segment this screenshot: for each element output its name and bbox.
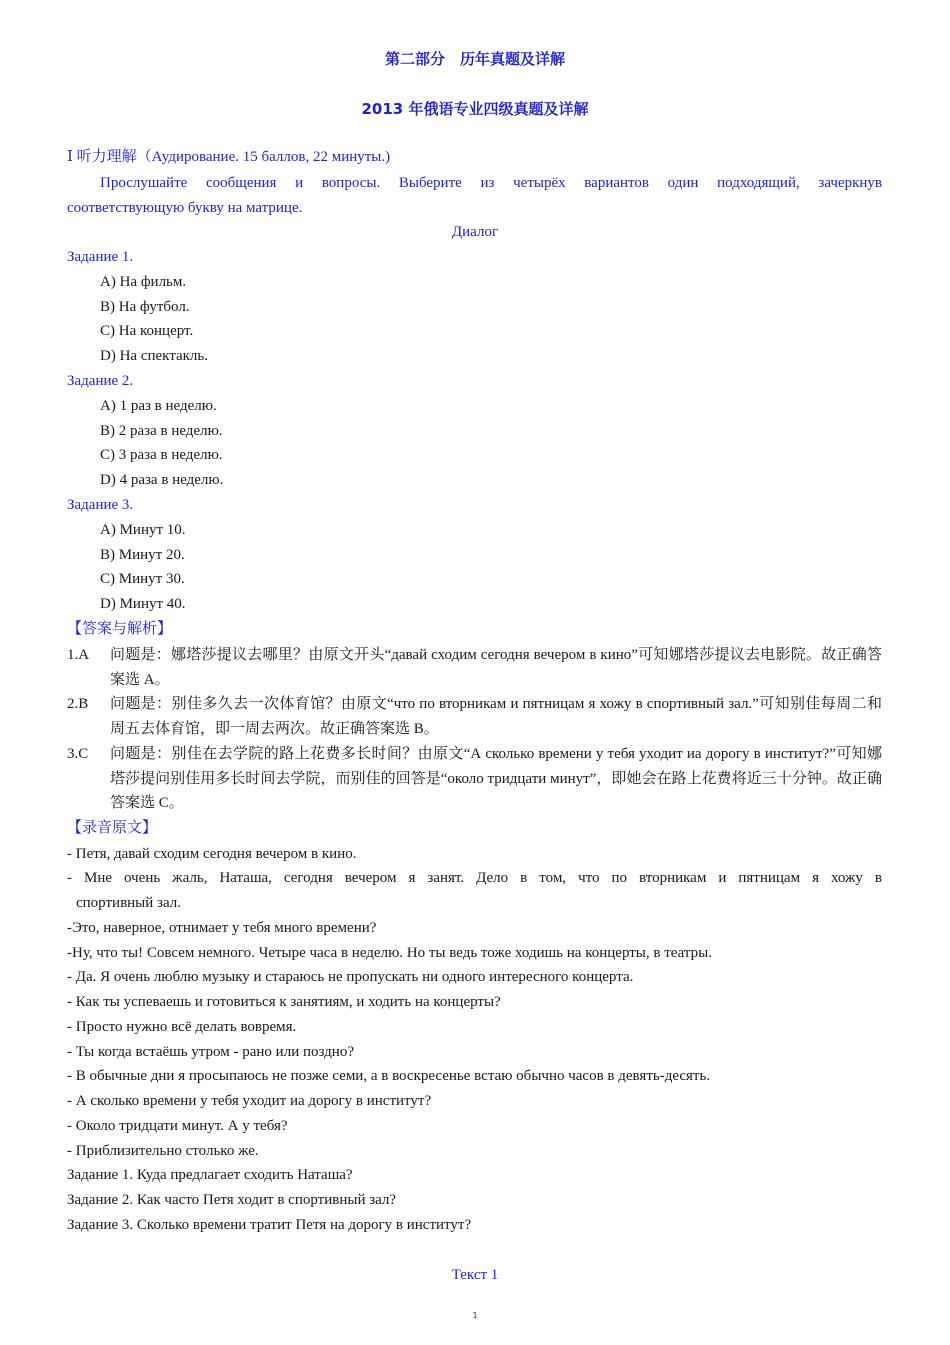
task-3-option-b: B) Минут 20. (100, 547, 185, 563)
task-2-option-a: A) 1 раз в неделю. (100, 398, 217, 414)
task-2-option-c: C) 3 раза в неделю. (100, 447, 223, 463)
transcript-heading: 【录音原文】 (67, 820, 158, 836)
task-2-option-d: D) 4 раза в неделю. (100, 472, 224, 488)
transcript-line-4: -Ну, что ты! Совсем немного. Четыре часа в неделю. Но ты ведь тоже ходишь на концерты, в театры. (67, 945, 712, 961)
task-3-label: Задание 3. (67, 497, 134, 513)
task-3-option-a: A) Минут 10. (100, 522, 186, 538)
answer-3-text: 问题是：别佳在去学院的路上花费多长时间？由原文“А сколько времени у тебя уходит иа дорогу в институт?”可知娜塔莎提问别佳用多长时间去学院，而别佳的回答是“около тридцати минут”，即她会在路上花费将近三十分钟。故正确答案选 C。 (110, 746, 882, 811)
transcript-line-6: - Как ты успеваешь и готовиться к занятиям, и ходить на концерты? (67, 994, 501, 1010)
transcript-question-1: Задание 1. Куда предлагает сходить Наташа? (67, 1167, 353, 1183)
transcript-line-7: - Просто нужно всё делать вовремя. (67, 1019, 297, 1035)
task-3-option-d: D) Минут 40. (100, 596, 186, 612)
dialog-label: Диалог (451, 224, 499, 240)
next-section-title: Текст 1 (451, 1267, 499, 1283)
transcript-question-3: Задание 3. Сколько времени тратит Петя на дорогу в институт? (67, 1217, 472, 1233)
transcript-line-8: - Ты когда встаёшь утром - рано или поздно? (67, 1044, 354, 1060)
answer-1-text: 问题是：娜塔莎提议去哪里？由原文开头“давай сходим сегодня вечером в кино”可知娜塔莎提议去电影院。故正确答案选 A。 (110, 647, 882, 688)
exam-title: 2013 年俄语专业四级真题及详解 (361, 100, 589, 118)
answer-2-number: 2.B (67, 696, 89, 712)
instruction-line-1: Прослушайте сообщения и вопросы. Выберите из четырёх вариантов один подходящий, зачеркнув (100, 175, 882, 191)
transcript-line-2a: - Мне очень жаль, Наташа, сегодня вечером я занят. Дело в том, что по вторникам и пятницам я хожу в (67, 870, 882, 886)
transcript-line-12: - Приблизительно столько же. (67, 1143, 259, 1159)
instruction-line-2: соответствующую букву на матрице. (67, 200, 303, 216)
task-3-option-c: C) Минут 30. (100, 571, 185, 587)
transcript-line-11: - Около тридцати минут. А у тебя? (67, 1118, 288, 1134)
answer-1-number: 1.A (67, 647, 90, 663)
transcript-line-10: - А сколько времени у тебя уходит иа дорогу в институт? (67, 1093, 432, 1109)
task-2-label: Задание 2. (67, 373, 134, 389)
part-title: 第二部分 历年真题及详解 (384, 50, 565, 68)
answer-3-number: 3.C (67, 746, 89, 762)
transcript-line-5: - Да. Я очень люблю музыку и стараюсь не пропускать ни одного интересного концерта. (67, 969, 634, 985)
transcript-line-2b: спортивный зал. (76, 895, 181, 911)
task-1-option-a: A) На фильм. (100, 274, 187, 290)
task-2-option-b: B) 2 раза в неделю. (100, 423, 223, 439)
section-heading: Ⅰ 听力理解（Аудирование. 15 баллов, 22 минуты.) (67, 149, 391, 165)
task-1-label: Задание 1. (67, 249, 134, 265)
transcript-line-1: - Петя, давай сходим сегодня вечером в кино. (67, 846, 357, 862)
task-1-option-b: B) На футбол. (100, 299, 190, 315)
task-1-option-d: D) На спектакль. (100, 348, 209, 364)
transcript-line-9: - В обычные дни я просыпаюсь не позже семи, а в воскресенье встаю обычно часов в девять-десять. (67, 1068, 711, 1084)
page-number: 1 (472, 1311, 478, 1320)
transcript-question-2: Задание 2. Как часто Петя ходит в спортивный зал? (67, 1192, 397, 1208)
task-1-option-c: C) На концерт. (100, 323, 194, 339)
answers-heading: 【答案与解析】 (67, 621, 173, 637)
answer-2-text: 问题是：别佳多久去一次体育馆？由原文“что по вторникам и пятницам я хожу в спортивный зал.”可知别佳每周二和周五去体育馆，即一周去两次。故正确答案选 B。 (110, 696, 882, 737)
transcript-line-3: -Это, наверное, отнимает у тебя много времени? (67, 920, 377, 936)
